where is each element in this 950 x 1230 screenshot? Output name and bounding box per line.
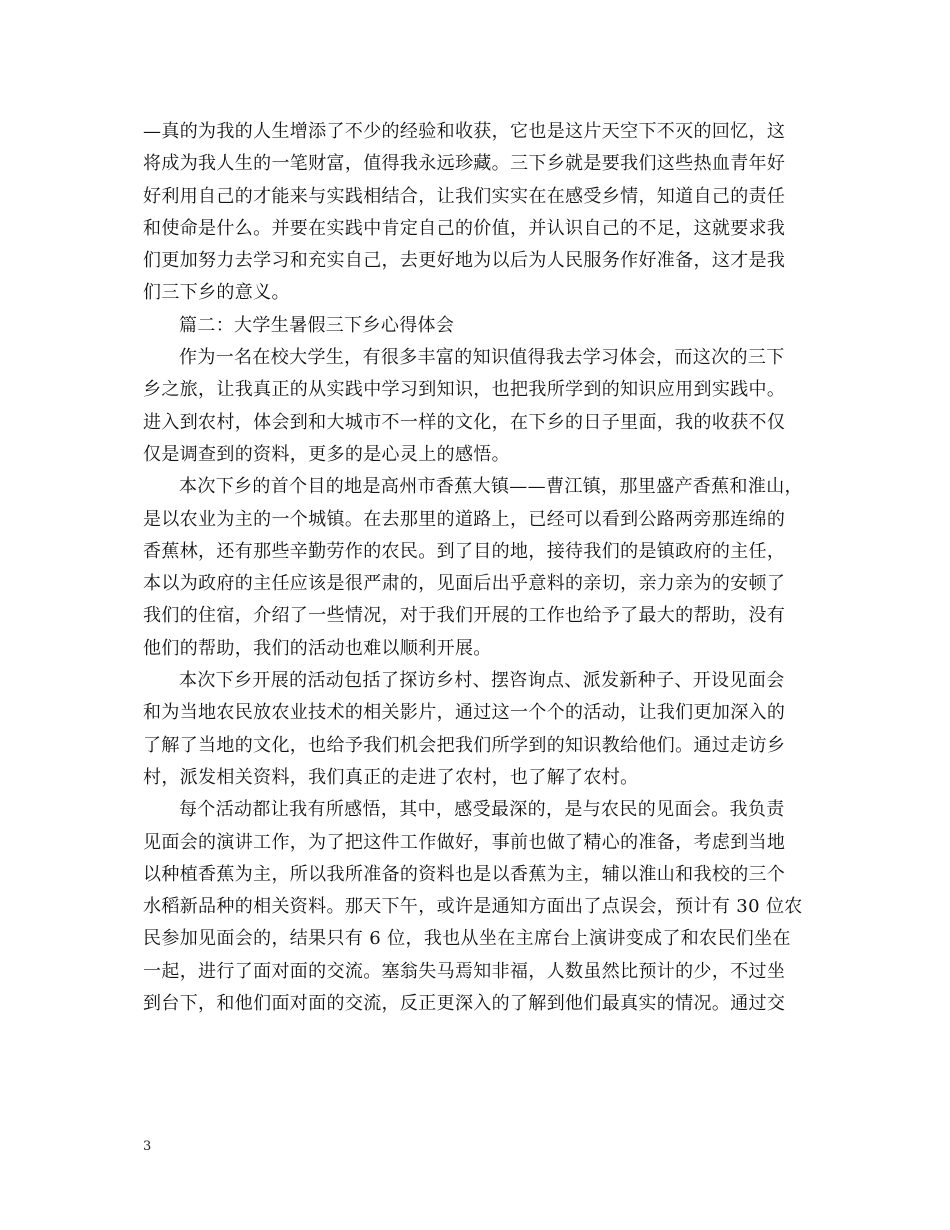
text-line: 们更加努力去学习和充实自己，去更好地为以后为人民服务作好准备，这才是我: [143, 250, 786, 272]
text-line: —真的为我的人生增添了不少的经验和收获，它也是这片天空下不灭的回忆，这: [143, 121, 786, 142]
text-line: 好利用自己的才能来与实践相结合，让我们实实在在感受乡情，知道自己的责任: [143, 185, 786, 207]
body-text: [143, 116, 815, 1020]
text-line: 本以为政府的主任应该是很严肃的，见面后出乎意料的亲切，亲力亲为的安顿了: [143, 573, 786, 595]
text-line: 村，派发相关资料，我们真正的走进了农村，也了解了农村。: [143, 766, 639, 788]
text-line: 了解了当地的文化，也给予我们机会把我们所学到的知识教给他们。通过走访乡: [143, 734, 786, 756]
text-line: 将成为我人生的一笔财富，值得我永远珍藏。三下乡就是要我们这些热血青年好: [143, 153, 786, 175]
text-line: 以种植香蕉为主，所以我所准备的资料也是以香蕉为主，辅以淮山和我校的三个: [143, 863, 786, 885]
text-line: 本次下乡的首个目的地是高州市香蕉大镇——曹江镇，那里盛产香蕉和淮山，: [179, 476, 803, 498]
text-line: 是以农业为主的一个城镇。在去那里的道路上，已经可以看到公路两旁那连绵的: [143, 508, 786, 530]
text-line: 进入到农村，体会到和大城市不一样的文化，在下乡的日子里面，我的收获不仅: [143, 411, 786, 433]
text-line: 作为一名在校大学生，有很多丰富的知识值得我去学习体会，而这次的三下: [179, 347, 785, 369]
page-number: 3: [143, 1139, 152, 1154]
text-line: 乡之旅，让我真正的从实践中学习到知识，也把我所学到的知识应用到实践中。: [143, 379, 786, 401]
text-line: 本次下乡开展的活动包括了探访乡村、摆咨询点、派发新种子、开设见面会: [179, 670, 785, 692]
text-line: 们三下乡的意义。: [143, 282, 290, 304]
text-line: 见面会的演讲工作，为了把这件工作做好，事前也做了精心的准备，考虑到当地: [143, 831, 786, 853]
text-line: 我们的住宿，介绍了一些情况，对于我们开展的工作也给予了最大的帮助，没有: [143, 605, 786, 627]
text-line: 到台下，和他们面对面的交流，反正更深入的了解到他们最真实的情况。通过交: [143, 993, 786, 1015]
text-line: 民参加见面会的，结果只有 6 位，我也从坐在主席台上演讲变成了和农民们坐在: [143, 928, 791, 950]
section-heading: 篇二：大学生暑假三下乡心得体会: [179, 314, 455, 336]
text-line: 和为当地农民放农业技术的相关影片，通过这一个个的活动，让我们更加深入的: [143, 702, 786, 724]
text-line: 香蕉林，还有那些辛勤劳作的农民。到了目的地，接待我们的是镇政府的主任，: [143, 540, 786, 562]
text-line: 他们的帮助，我们的活动也难以顺利开展。: [143, 637, 492, 659]
text-line: 一起，进行了面对面的交流。塞翁失马焉知非福，人数虽然比预计的少，不过坐: [143, 960, 786, 982]
text-line: 每个活动都让我有所感悟，其中，感受最深的，是与农民的见面会。我负责: [179, 799, 785, 821]
text-line: 和使命是什么。并要在实践中肯定自己的价值，并认识自己的不足，这就要求我: [143, 217, 786, 239]
text-line: 仅是调查到的资料，更多的是心灵上的感悟。: [143, 443, 510, 465]
text-line: 水稻新品种的相关资料。那天下午，或许是通知方面出了点误会，预计有 30 位农: [143, 896, 803, 918]
